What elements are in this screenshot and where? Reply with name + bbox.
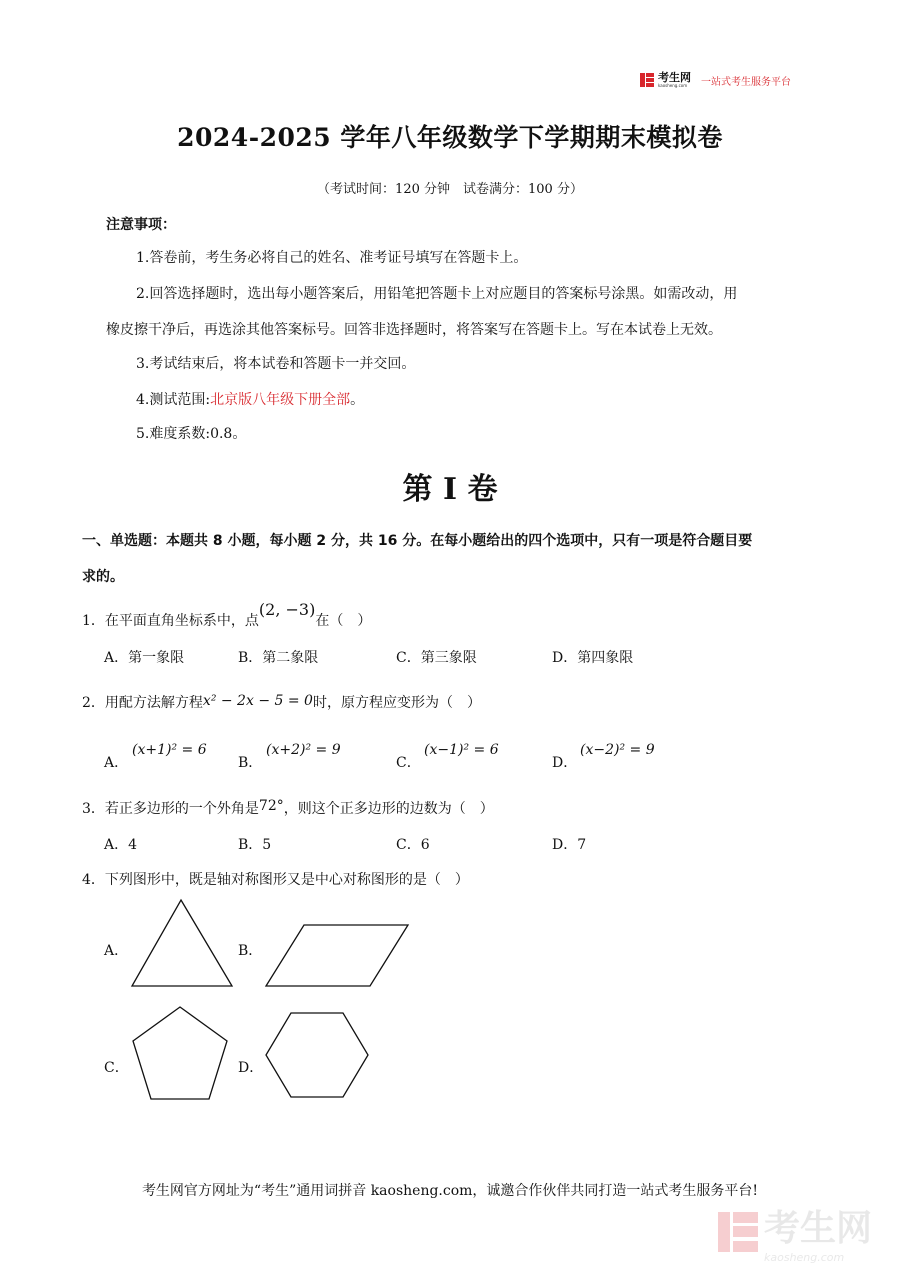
q2-stem-prefix: 2．用配方法解方程 (82, 695, 203, 711)
q3-option-c: C．6 (396, 837, 430, 853)
q3-option-d: D．7 (552, 837, 587, 853)
q2-label-d: D． (552, 755, 578, 771)
q2-option-d: (x−2)² = 9 (580, 742, 655, 758)
hexagon-icon (262, 1010, 372, 1100)
q2-option-b: (x+2)² = 9 (266, 742, 341, 758)
q1-option-d: D．第四象限 (552, 650, 634, 666)
section-title: 第 I 卷 (402, 472, 498, 507)
watermark-sub: kaosheng.com (764, 1251, 845, 1264)
watermark-logo-icon (718, 1212, 758, 1252)
notice-item-2-line2: 橡皮擦干净后，再选涂其他答案标号。回答非选择题时，将答案写在答题卡上。写在本试卷上无效。 (106, 322, 722, 338)
test-scope-highlight: 北京版八年级下册全部 (210, 392, 351, 408)
part1-heading-line2: 求的。 (82, 569, 124, 585)
notice-item-2-line1: 2.回答选择题时，选出每小题答案后，用铅笔把答题卡上对应题目的答案标号涂黑。如需改动，用 (136, 286, 738, 302)
exam-info: （考试时间：120 分钟 试卷满分：100 分） (317, 182, 583, 197)
parallelogram-icon (262, 922, 412, 990)
notice-item-4-suffix: 。 (350, 392, 365, 408)
q2-label-c: C． (396, 755, 421, 771)
q2-equation: x² − 2x − 5 = 0 (202, 693, 313, 709)
question-4-stem: 4．下列图形中，既是轴对称图形又是中心对称图形的是（ ） (82, 872, 469, 888)
header-logo (640, 72, 791, 88)
triangle-icon (128, 898, 234, 990)
notice-item-5: 5.难度系数:0.8。 (136, 426, 247, 442)
page-title: 2024-2025 学年八年级数学下学期期末模拟卷 (177, 123, 723, 152)
notice-item-1: 1.答卷前，考生务必将自己的姓名、准考证号填写在答题卡上。 (136, 250, 528, 266)
q3-stem-prefix: 3．若正多边形的一个外角是 (82, 801, 259, 817)
q1-stem-suffix: 在（ ） (315, 613, 372, 629)
q3-angle: 72° (258, 798, 284, 814)
q2-label-b: B． (238, 755, 263, 771)
question-2-stem (82, 693, 481, 713)
q2-option-c: (x−1)² = 6 (424, 742, 499, 758)
q4-label-c: C． (104, 1060, 129, 1076)
q1-option-c: C．第三象限 (396, 650, 477, 666)
q1-option-b: B．第二象限 (238, 650, 319, 666)
q2-label-a: A． (104, 755, 129, 771)
q2-stem-suffix: 时，原方程应变形为（ ） (312, 695, 481, 711)
logo-sub: kaosheng.com (658, 83, 688, 88)
notice-heading: 注意事项： (106, 217, 176, 233)
logo-text: 考生网 (658, 71, 691, 84)
q4-label-a: A． (104, 943, 129, 959)
q1-option-a: A．第一象限 (104, 650, 185, 666)
q3-stem-suffix: ，则这个正多边形的边数为（ ） (283, 801, 494, 817)
q3-option-b: B．5 (238, 837, 272, 853)
notice-item-4 (136, 390, 364, 410)
question-1-stem (82, 600, 372, 631)
q4-label-b: B． (238, 943, 263, 959)
pentagon-icon (128, 1004, 228, 1104)
header-slogan: 一站式考生服务平台 (701, 76, 791, 88)
notice-item-4-prefix: 4.测试范围: (136, 392, 211, 408)
q1-point: (2, −3) (258, 600, 316, 619)
notice-item-3: 3.考试结束后，将本试卷和答题卡一并交回。 (136, 356, 416, 372)
kaosheng-logo-icon (640, 73, 654, 87)
watermark-text: 考生网 (764, 1208, 873, 1249)
q2-option-a: (x+1)² = 6 (132, 742, 207, 758)
part1-heading-line1: 一、单选题：本题共 8 小题，每小题 2 分，共 16 分。在每小题给出的四个选项中，只有一项是符合题目要 (82, 533, 753, 549)
question-3-stem (82, 799, 494, 819)
q1-stem-prefix: 1．在平面直角坐标系中，点 (82, 613, 259, 629)
q3-option-a: A．4 (104, 837, 138, 853)
watermark (718, 1200, 872, 1264)
q4-label-d: D． (238, 1060, 264, 1076)
footer-text: 考生网官方网址为“考生”通用词拼音 kaosheng.com，诚邀合作伙伴共同打造一站式考生服务平台! (141, 1183, 759, 1199)
